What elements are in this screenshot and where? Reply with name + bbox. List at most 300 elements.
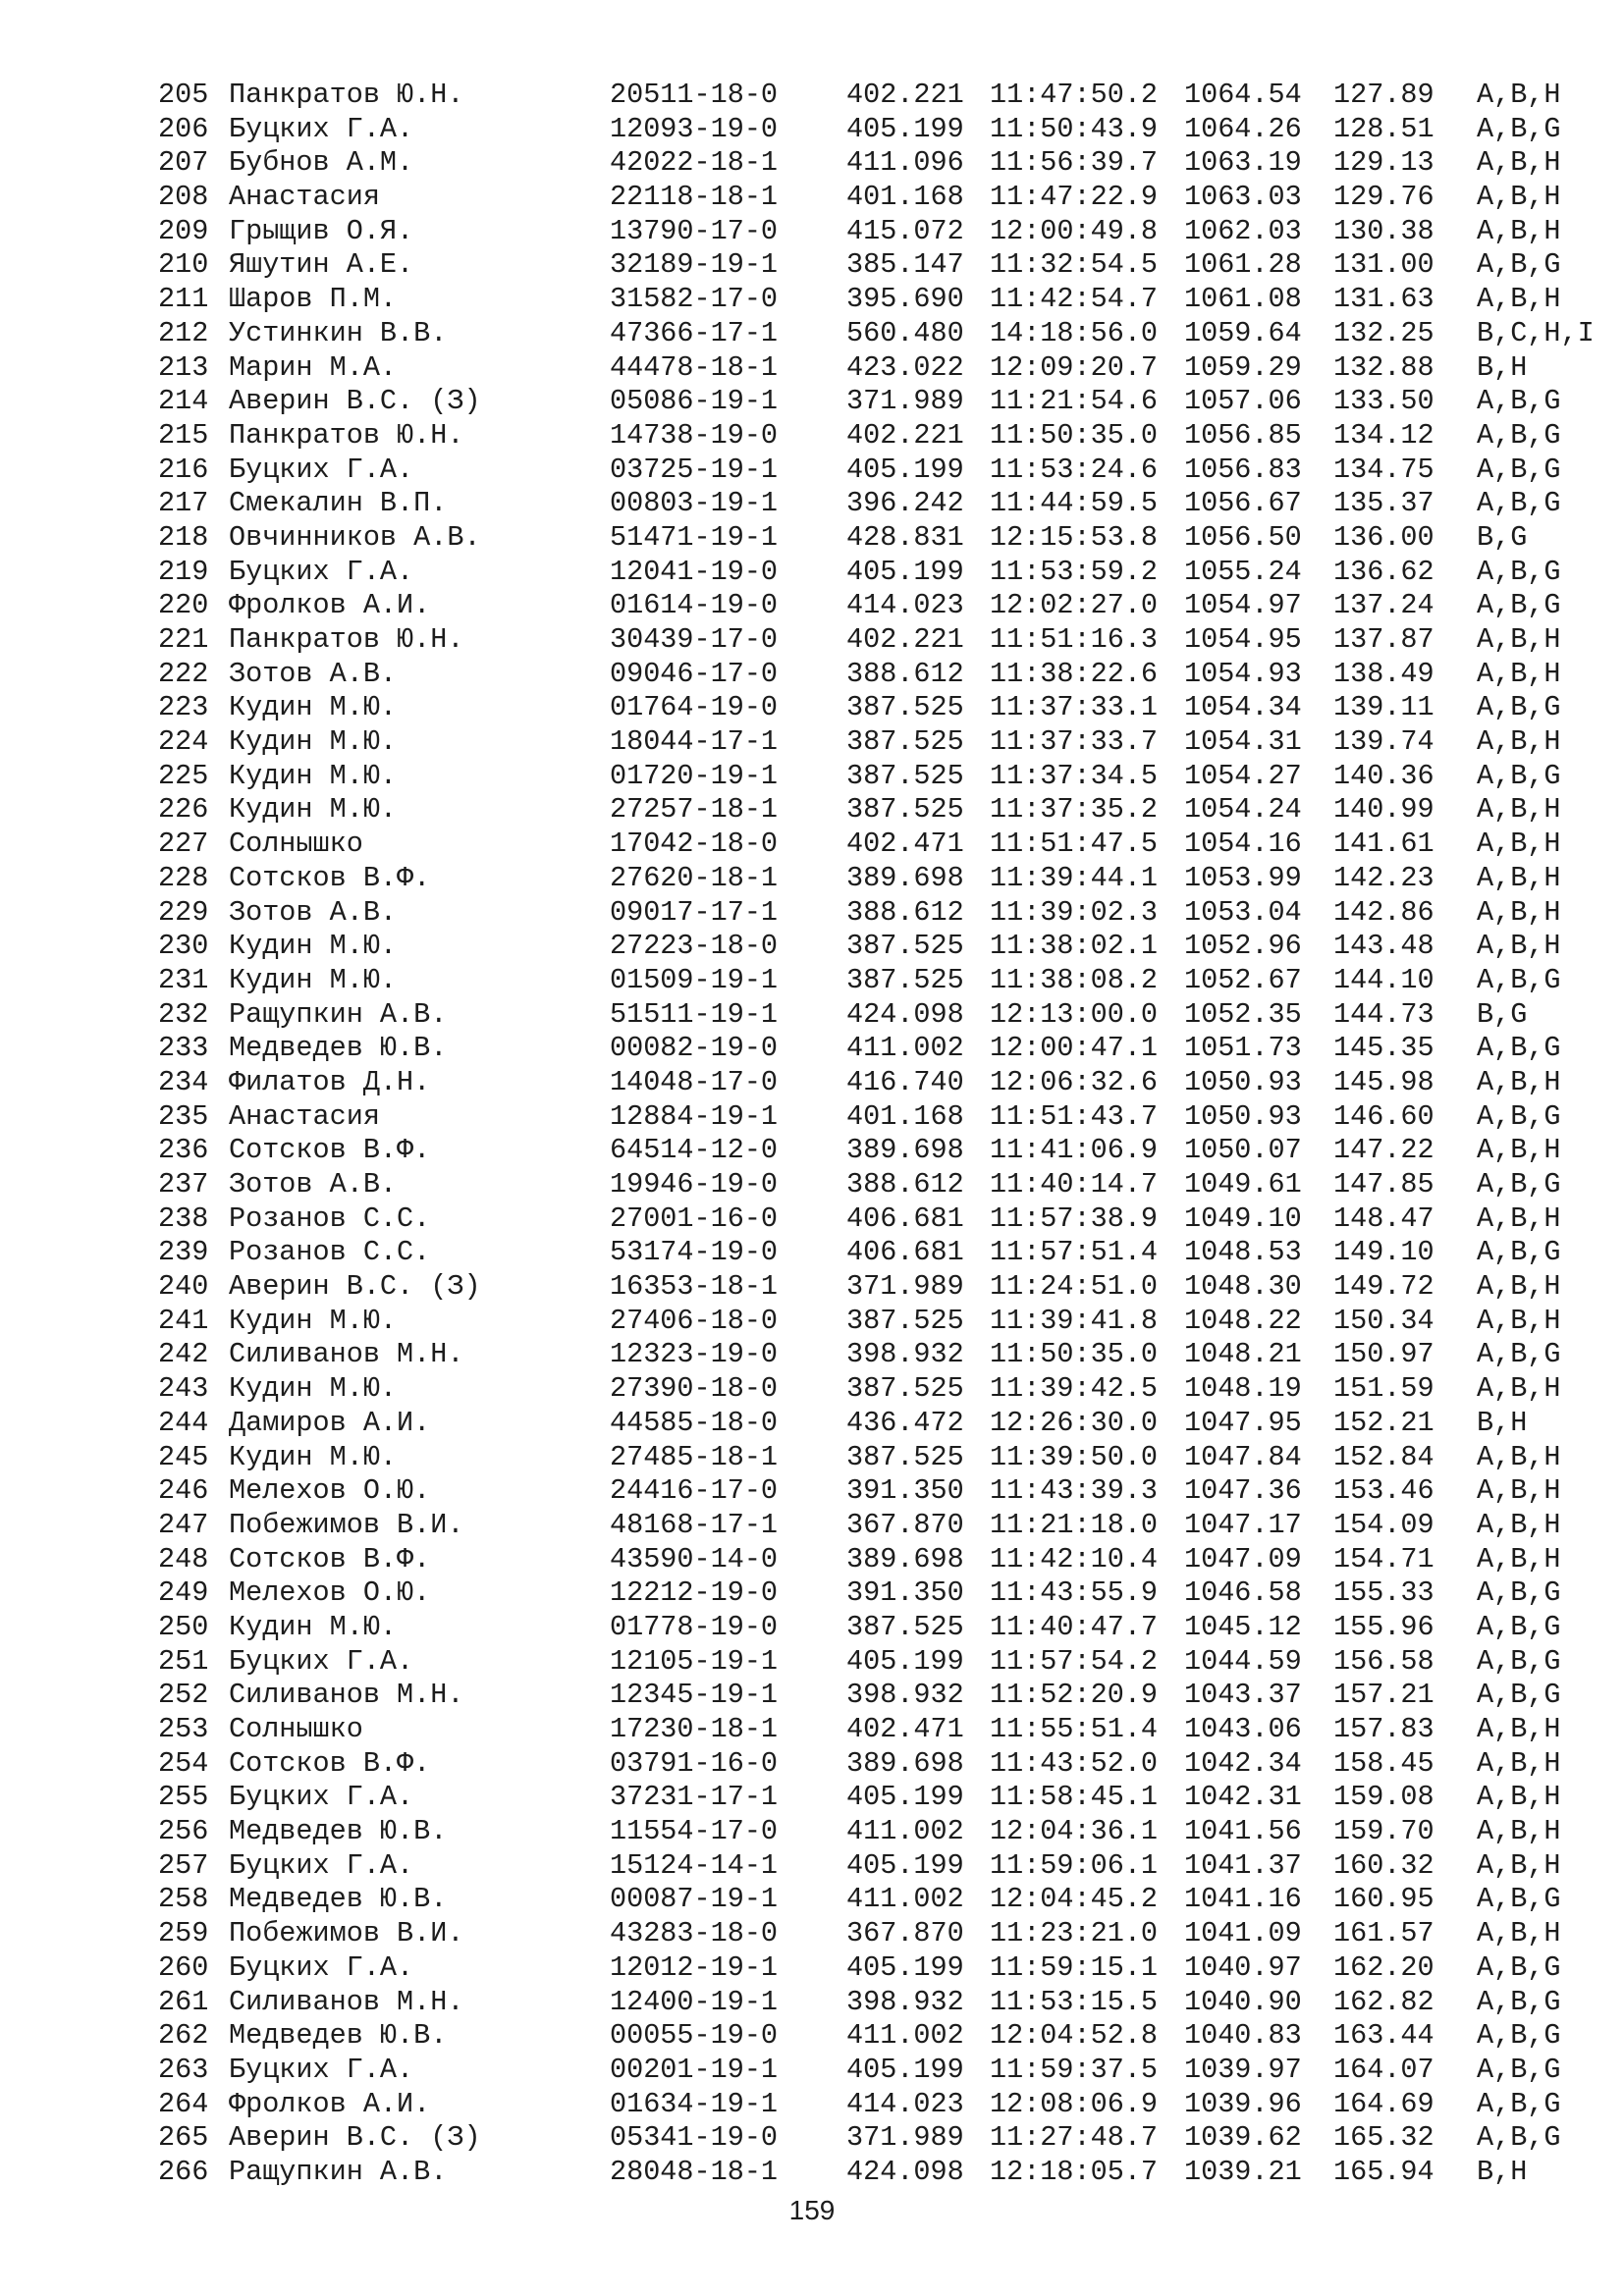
groups: A,B,G <box>1477 1576 1561 1610</box>
arrival-time: 11:50:43.9 <box>990 112 1159 145</box>
groups: A,B,G <box>1477 691 1561 724</box>
result-row <box>158 317 1611 351</box>
place-number: 205 <box>158 79 209 111</box>
speed: 1064.26 <box>1184 112 1302 145</box>
speed: 1054.16 <box>1184 828 1302 861</box>
ring-number: 27257-18-1 <box>610 793 779 827</box>
coefficient: 145.98 <box>1333 1065 1435 1098</box>
speed: 1063.19 <box>1184 146 1302 180</box>
result-row <box>158 1747 1611 1782</box>
coefficient: 144.73 <box>1333 997 1435 1031</box>
ring-number: 27620-18-1 <box>610 861 779 894</box>
arrival-time: 12:02:27.0 <box>990 589 1159 622</box>
ring-number: 53174-19-0 <box>610 1236 779 1269</box>
arrival-time: 12:09:20.7 <box>990 350 1159 384</box>
ring-number: 27390-18-0 <box>610 1372 779 1406</box>
ring-number: 05086-19-1 <box>610 385 779 418</box>
result-row <box>158 1576 1611 1611</box>
ring-number: 12345-19-1 <box>610 1679 779 1712</box>
coefficient: 154.71 <box>1333 1542 1435 1575</box>
arrival-time: 11:56:39.7 <box>990 146 1159 180</box>
groups: A,B,H <box>1477 283 1561 316</box>
distance: 402.471 <box>846 828 964 861</box>
result-row <box>158 1986 1611 2020</box>
groups: A,B,H <box>1477 181 1561 214</box>
arrival-time: 11:43:39.3 <box>990 1474 1159 1508</box>
fancier-name: Овчинников А.В. <box>229 520 481 554</box>
place-number: 239 <box>158 1236 209 1269</box>
distance: 424.098 <box>846 2155 964 2188</box>
distance: 387.525 <box>846 793 964 827</box>
coefficient: 161.57 <box>1333 1917 1435 1950</box>
distance: 367.870 <box>846 1508 964 1541</box>
arrival-time: 11:37:33.1 <box>990 691 1159 724</box>
coefficient: 149.72 <box>1333 1270 1435 1304</box>
coefficient: 141.61 <box>1333 828 1435 861</box>
speed: 1048.53 <box>1184 1236 1302 1269</box>
ring-number: 11554-17-0 <box>610 1815 779 1848</box>
fancier-name: Буцких Г.А. <box>229 2053 414 2086</box>
arrival-time: 12:08:06.9 <box>990 2087 1159 2120</box>
result-row <box>158 385 1611 419</box>
speed: 1047.17 <box>1184 1508 1302 1541</box>
results-list <box>158 79 1611 2190</box>
place-number: 225 <box>158 759 209 792</box>
distance: 387.525 <box>846 1304 964 1337</box>
arrival-time: 11:39:42.5 <box>990 1372 1159 1406</box>
coefficient: 143.48 <box>1333 930 1435 963</box>
ring-number: 05341-19-0 <box>610 2121 779 2155</box>
groups: A,B,H <box>1477 1304 1561 1337</box>
fancier-name: Кудин М.Ю. <box>229 1610 398 1643</box>
distance: 396.242 <box>846 487 964 520</box>
result-row <box>158 2121 1611 2156</box>
fancier-name: Побежимов В.И. <box>229 1508 464 1541</box>
coefficient: 153.46 <box>1333 1474 1435 1508</box>
coefficient: 128.51 <box>1333 112 1435 145</box>
ring-number: 01778-19-0 <box>610 1610 779 1643</box>
groups: A,B,G <box>1477 2087 1561 2120</box>
result-row <box>158 1849 1611 1884</box>
coefficient: 164.69 <box>1333 2087 1435 2120</box>
ring-number: 14048-17-0 <box>610 1065 779 1098</box>
groups: A,B,H <box>1477 1474 1561 1508</box>
speed: 1042.34 <box>1184 1746 1302 1780</box>
place-number: 209 <box>158 214 209 247</box>
coefficient: 152.21 <box>1333 1406 1435 1439</box>
ring-number: 48168-17-1 <box>610 1508 779 1541</box>
result-row <box>158 1679 1611 1713</box>
place-number: 261 <box>158 1985 209 2018</box>
ring-number: 01634-19-1 <box>610 2087 779 2120</box>
fancier-name: Медведев Ю.В. <box>229 1883 448 1916</box>
speed: 1043.37 <box>1184 1679 1302 1712</box>
coefficient: 144.10 <box>1333 963 1435 996</box>
arrival-time: 11:42:54.7 <box>990 283 1159 316</box>
speed: 1039.97 <box>1184 2053 1302 2086</box>
fancier-name: Панкратов Ю.Н. <box>229 79 464 111</box>
coefficient: 130.38 <box>1333 214 1435 247</box>
groups: A,B,G <box>1477 2019 1561 2053</box>
speed: 1064.54 <box>1184 79 1302 111</box>
ring-number: 01614-19-0 <box>610 589 779 622</box>
ring-number: 03791-16-0 <box>610 1746 779 1780</box>
speed: 1048.22 <box>1184 1304 1302 1337</box>
arrival-time: 11:23:21.0 <box>990 1917 1159 1950</box>
distance: 401.168 <box>846 181 964 214</box>
groups: A,B,G <box>1477 1644 1561 1678</box>
fancier-name: Сотсков В.Ф. <box>229 1134 431 1167</box>
coefficient: 136.00 <box>1333 520 1435 554</box>
ring-number: 16353-18-1 <box>610 1270 779 1304</box>
result-row <box>158 760 1611 794</box>
arrival-time: 12:15:53.8 <box>990 520 1159 554</box>
speed: 1054.97 <box>1184 589 1302 622</box>
place-number: 212 <box>158 316 209 349</box>
arrival-time: 11:39:41.8 <box>990 1304 1159 1337</box>
ring-number: 44585-18-0 <box>610 1406 779 1439</box>
fancier-name: Буцких Г.А. <box>229 453 414 486</box>
distance: 405.199 <box>846 2053 964 2086</box>
place-number: 251 <box>158 1644 209 1678</box>
coefficient: 165.94 <box>1333 2155 1435 2188</box>
result-row <box>158 1917 1611 1951</box>
groups: A,B,H <box>1477 861 1561 894</box>
arrival-time: 12:04:52.8 <box>990 2019 1159 2053</box>
distance: 367.870 <box>846 1917 964 1950</box>
place-number: 206 <box>158 112 209 145</box>
groups: B,C,H,I <box>1477 316 1595 349</box>
speed: 1047.84 <box>1184 1440 1302 1473</box>
distance: 387.525 <box>846 1440 964 1473</box>
speed: 1041.37 <box>1184 1848 1302 1882</box>
fancier-name: Кудин М.Ю. <box>229 691 398 724</box>
groups: A,B,G <box>1477 555 1561 588</box>
result-row <box>158 828 1611 862</box>
speed: 1054.93 <box>1184 657 1302 690</box>
result-row <box>158 930 1611 964</box>
coefficient: 154.09 <box>1333 1508 1435 1541</box>
groups: A,B,H <box>1477 1713 1561 1745</box>
fancier-name: Аверин В.С. (З) <box>229 2121 481 2155</box>
result-row <box>158 1441 1611 1475</box>
groups: A,B,H <box>1477 725 1561 759</box>
arrival-time: 12:06:32.6 <box>990 1065 1159 1098</box>
speed: 1061.28 <box>1184 248 1302 282</box>
distance: 389.698 <box>846 1134 964 1167</box>
distance: 391.350 <box>846 1576 964 1610</box>
fancier-name: Шаров П.М. <box>229 283 398 316</box>
ring-number: 31582-17-0 <box>610 283 779 316</box>
coefficient: 134.75 <box>1333 453 1435 486</box>
fancier-name: Смекалин В.П. <box>229 487 448 520</box>
arrival-time: 11:55:51.4 <box>990 1713 1159 1745</box>
result-row <box>158 896 1611 931</box>
arrival-time: 11:58:45.1 <box>990 1781 1159 1814</box>
coefficient: 142.86 <box>1333 895 1435 929</box>
groups: A,B,H <box>1477 1372 1561 1406</box>
place-number: 227 <box>158 828 209 861</box>
speed: 1054.24 <box>1184 793 1302 827</box>
coefficient: 145.35 <box>1333 1032 1435 1065</box>
speed: 1042.31 <box>1184 1781 1302 1814</box>
speed: 1050.93 <box>1184 1099 1302 1133</box>
ring-number: 28048-18-1 <box>610 2155 779 2188</box>
groups: A,B,H <box>1477 1270 1561 1304</box>
groups: A,B,H <box>1477 1065 1561 1098</box>
place-number: 216 <box>158 453 209 486</box>
groups: A,B,H <box>1477 1781 1561 1814</box>
speed: 1039.96 <box>1184 2087 1302 2120</box>
place-number: 229 <box>158 895 209 929</box>
place-number: 207 <box>158 146 209 180</box>
place-number: 208 <box>158 181 209 214</box>
speed: 1048.21 <box>1184 1338 1302 1371</box>
arrival-time: 11:37:34.5 <box>990 759 1159 792</box>
arrival-time: 11:59:15.1 <box>990 1950 1159 1984</box>
groups: A,B,G <box>1477 1099 1561 1133</box>
result-row <box>158 1543 1611 1577</box>
speed: 1050.07 <box>1184 1134 1302 1167</box>
result-row <box>158 691 1611 725</box>
coefficient: 142.23 <box>1333 861 1435 894</box>
ring-number: 24416-17-0 <box>610 1474 779 1508</box>
place-number: 223 <box>158 691 209 724</box>
groups: A,B,H <box>1477 1134 1561 1167</box>
fancier-name: Буцких Г.А. <box>229 1950 414 1984</box>
groups: A,B,G <box>1477 2121 1561 2155</box>
coefficient: 156.58 <box>1333 1644 1435 1678</box>
result-row <box>158 248 1611 283</box>
fancier-name: Яшутин А.Е. <box>229 248 414 282</box>
distance: 387.525 <box>846 963 964 996</box>
result-row <box>158 1611 1611 1645</box>
arrival-time: 11:39:44.1 <box>990 861 1159 894</box>
fancier-name: Буцких Г.А. <box>229 1644 414 1678</box>
coefficient: 165.32 <box>1333 2121 1435 2155</box>
coefficient: 137.24 <box>1333 589 1435 622</box>
place-number: 220 <box>158 589 209 622</box>
coefficient: 155.96 <box>1333 1610 1435 1643</box>
result-row <box>158 1305 1611 1339</box>
fancier-name: Панкратов Ю.Н. <box>229 623 464 656</box>
distance: 415.072 <box>846 214 964 247</box>
speed: 1049.10 <box>1184 1201 1302 1235</box>
distance: 436.472 <box>846 1406 964 1439</box>
arrival-time: 12:18:05.7 <box>990 2155 1159 2188</box>
fancier-name: Дамиров А.И. <box>229 1406 431 1439</box>
place-number: 256 <box>158 1815 209 1848</box>
ring-number: 14738-19-0 <box>610 418 779 452</box>
fancier-name: Розанов С.С. <box>229 1236 431 1269</box>
groups: A,B,G <box>1477 1338 1561 1371</box>
ring-number: 19946-19-0 <box>610 1168 779 1201</box>
distance: 398.932 <box>846 1338 964 1371</box>
ring-number: 12212-19-0 <box>610 1576 779 1610</box>
distance: 398.932 <box>846 1679 964 1712</box>
ring-number: 09017-17-1 <box>610 895 779 929</box>
coefficient: 163.44 <box>1333 2019 1435 2053</box>
distance: 401.168 <box>846 1099 964 1133</box>
place-number: 228 <box>158 861 209 894</box>
speed: 1055.24 <box>1184 555 1302 588</box>
arrival-time: 11:51:16.3 <box>990 623 1159 656</box>
fancier-name: Фролков А.И. <box>229 2087 431 2120</box>
speed: 1056.67 <box>1184 487 1302 520</box>
coefficient: 137.87 <box>1333 623 1435 656</box>
place-number: 243 <box>158 1372 209 1406</box>
distance: 388.612 <box>846 657 964 690</box>
distance: 387.525 <box>846 930 964 963</box>
coefficient: 159.08 <box>1333 1781 1435 1814</box>
result-row <box>158 1509 1611 1543</box>
groups: A,B,H <box>1477 1917 1561 1950</box>
groups: A,B,H <box>1477 1848 1561 1882</box>
arrival-time: 11:57:54.2 <box>990 1644 1159 1678</box>
speed: 1039.62 <box>1184 2121 1302 2155</box>
place-number: 233 <box>158 1032 209 1065</box>
coefficient: 133.50 <box>1333 385 1435 418</box>
arrival-time: 11:50:35.0 <box>990 418 1159 452</box>
ring-number: 12093-19-0 <box>610 112 779 145</box>
speed: 1054.31 <box>1184 725 1302 759</box>
distance: 387.525 <box>846 691 964 724</box>
arrival-time: 11:41:06.9 <box>990 1134 1159 1167</box>
fancier-name: Кудин М.Ю. <box>229 963 398 996</box>
groups: B,G <box>1477 997 1528 1031</box>
groups: A,B,G <box>1477 1950 1561 1984</box>
place-number: 222 <box>158 657 209 690</box>
groups: B,H <box>1477 350 1528 384</box>
coefficient: 157.83 <box>1333 1713 1435 1745</box>
result-row <box>158 521 1611 556</box>
distance: 411.002 <box>846 1032 964 1065</box>
speed: 1061.08 <box>1184 283 1302 316</box>
arrival-time: 11:39:02.3 <box>990 895 1159 929</box>
groups: A,B,H <box>1477 895 1561 929</box>
groups: A,B,G <box>1477 453 1561 486</box>
distance: 406.681 <box>846 1201 964 1235</box>
result-row <box>158 454 1611 488</box>
ring-number: 18044-17-1 <box>610 725 779 759</box>
distance: 414.023 <box>846 589 964 622</box>
groups: A,B,H <box>1477 793 1561 827</box>
speed: 1056.83 <box>1184 453 1302 486</box>
ring-number: 27001-16-0 <box>610 1201 779 1235</box>
coefficient: 150.34 <box>1333 1304 1435 1337</box>
fancier-name: Медведев Ю.В. <box>229 1815 448 1848</box>
arrival-time: 11:37:35.2 <box>990 793 1159 827</box>
arrival-time: 11:42:10.4 <box>990 1542 1159 1575</box>
distance: 402.221 <box>846 623 964 656</box>
ring-number: 47366-17-1 <box>610 316 779 349</box>
groups: A,B,G <box>1477 1236 1561 1269</box>
fancier-name: Марин М.А. <box>229 350 398 384</box>
place-number: 230 <box>158 930 209 963</box>
distance: 405.199 <box>846 555 964 588</box>
speed: 1052.96 <box>1184 930 1302 963</box>
result-row <box>158 1951 1611 1986</box>
fancier-name: Медведев Ю.В. <box>229 2019 448 2053</box>
distance: 405.199 <box>846 1950 964 1984</box>
speed: 1063.03 <box>1184 181 1302 214</box>
distance: 402.221 <box>846 79 964 111</box>
ring-number: 01720-19-1 <box>610 759 779 792</box>
result-row <box>158 1474 1611 1509</box>
arrival-time: 12:00:49.8 <box>990 214 1159 247</box>
arrival-time: 11:47:22.9 <box>990 181 1159 214</box>
place-number: 236 <box>158 1134 209 1167</box>
arrival-time: 11:21:18.0 <box>990 1508 1159 1541</box>
place-number: 226 <box>158 793 209 827</box>
coefficient: 131.00 <box>1333 248 1435 282</box>
ring-number: 12012-19-1 <box>610 1950 779 1984</box>
ring-number: 44478-18-1 <box>610 350 779 384</box>
groups: A,B,G <box>1477 1883 1561 1916</box>
arrival-time: 11:39:50.0 <box>990 1440 1159 1473</box>
groups: A,B,G <box>1477 1168 1561 1201</box>
speed: 1056.85 <box>1184 418 1302 452</box>
arrival-time: 12:13:00.0 <box>990 997 1159 1031</box>
groups: A,B,G <box>1477 1032 1561 1065</box>
place-number: 247 <box>158 1508 209 1541</box>
fancier-name: Медведев Ю.В. <box>229 1032 448 1065</box>
result-row <box>158 1372 1611 1407</box>
result-row <box>158 1883 1611 1917</box>
groups: A,B,H <box>1477 1440 1561 1473</box>
result-row <box>158 1236 1611 1270</box>
coefficient: 149.10 <box>1333 1236 1435 1269</box>
place-number: 255 <box>158 1781 209 1814</box>
result-row <box>158 1168 1611 1202</box>
groups: A,B,H <box>1477 1508 1561 1541</box>
groups: A,B,H <box>1477 1201 1561 1235</box>
coefficient: 157.21 <box>1333 1679 1435 1712</box>
distance: 389.698 <box>846 1542 964 1575</box>
speed: 1048.30 <box>1184 1270 1302 1304</box>
coefficient: 158.45 <box>1333 1746 1435 1780</box>
coefficient: 162.20 <box>1333 1950 1435 1984</box>
ring-number: 12400-19-1 <box>610 1985 779 2018</box>
result-row <box>158 2088 1611 2122</box>
arrival-time: 12:26:30.0 <box>990 1406 1159 1439</box>
ring-number: 13790-17-0 <box>610 214 779 247</box>
place-number: 238 <box>158 1201 209 1235</box>
arrival-time: 11:43:52.0 <box>990 1746 1159 1780</box>
coefficient: 131.63 <box>1333 283 1435 316</box>
result-row <box>158 181 1611 215</box>
ring-number: 17230-18-1 <box>610 1713 779 1745</box>
speed: 1054.95 <box>1184 623 1302 656</box>
coefficient: 129.76 <box>1333 181 1435 214</box>
coefficient: 162.82 <box>1333 1985 1435 2018</box>
place-number: 253 <box>158 1713 209 1745</box>
distance: 411.002 <box>846 2019 964 2053</box>
ring-number: 00087-19-1 <box>610 1883 779 1916</box>
result-row <box>158 1815 1611 1849</box>
speed: 1059.64 <box>1184 316 1302 349</box>
arrival-time: 11:59:37.5 <box>990 2053 1159 2086</box>
place-number: 262 <box>158 2019 209 2053</box>
place-number: 248 <box>158 1542 209 1575</box>
speed: 1040.83 <box>1184 2019 1302 2053</box>
coefficient: 151.59 <box>1333 1372 1435 1406</box>
coefficient: 148.47 <box>1333 1201 1435 1235</box>
place-number: 265 <box>158 2121 209 2155</box>
arrival-time: 11:40:14.7 <box>990 1168 1159 1201</box>
groups: A,B,H <box>1477 1746 1561 1780</box>
fancier-name: Розанов С.С. <box>229 1201 431 1235</box>
